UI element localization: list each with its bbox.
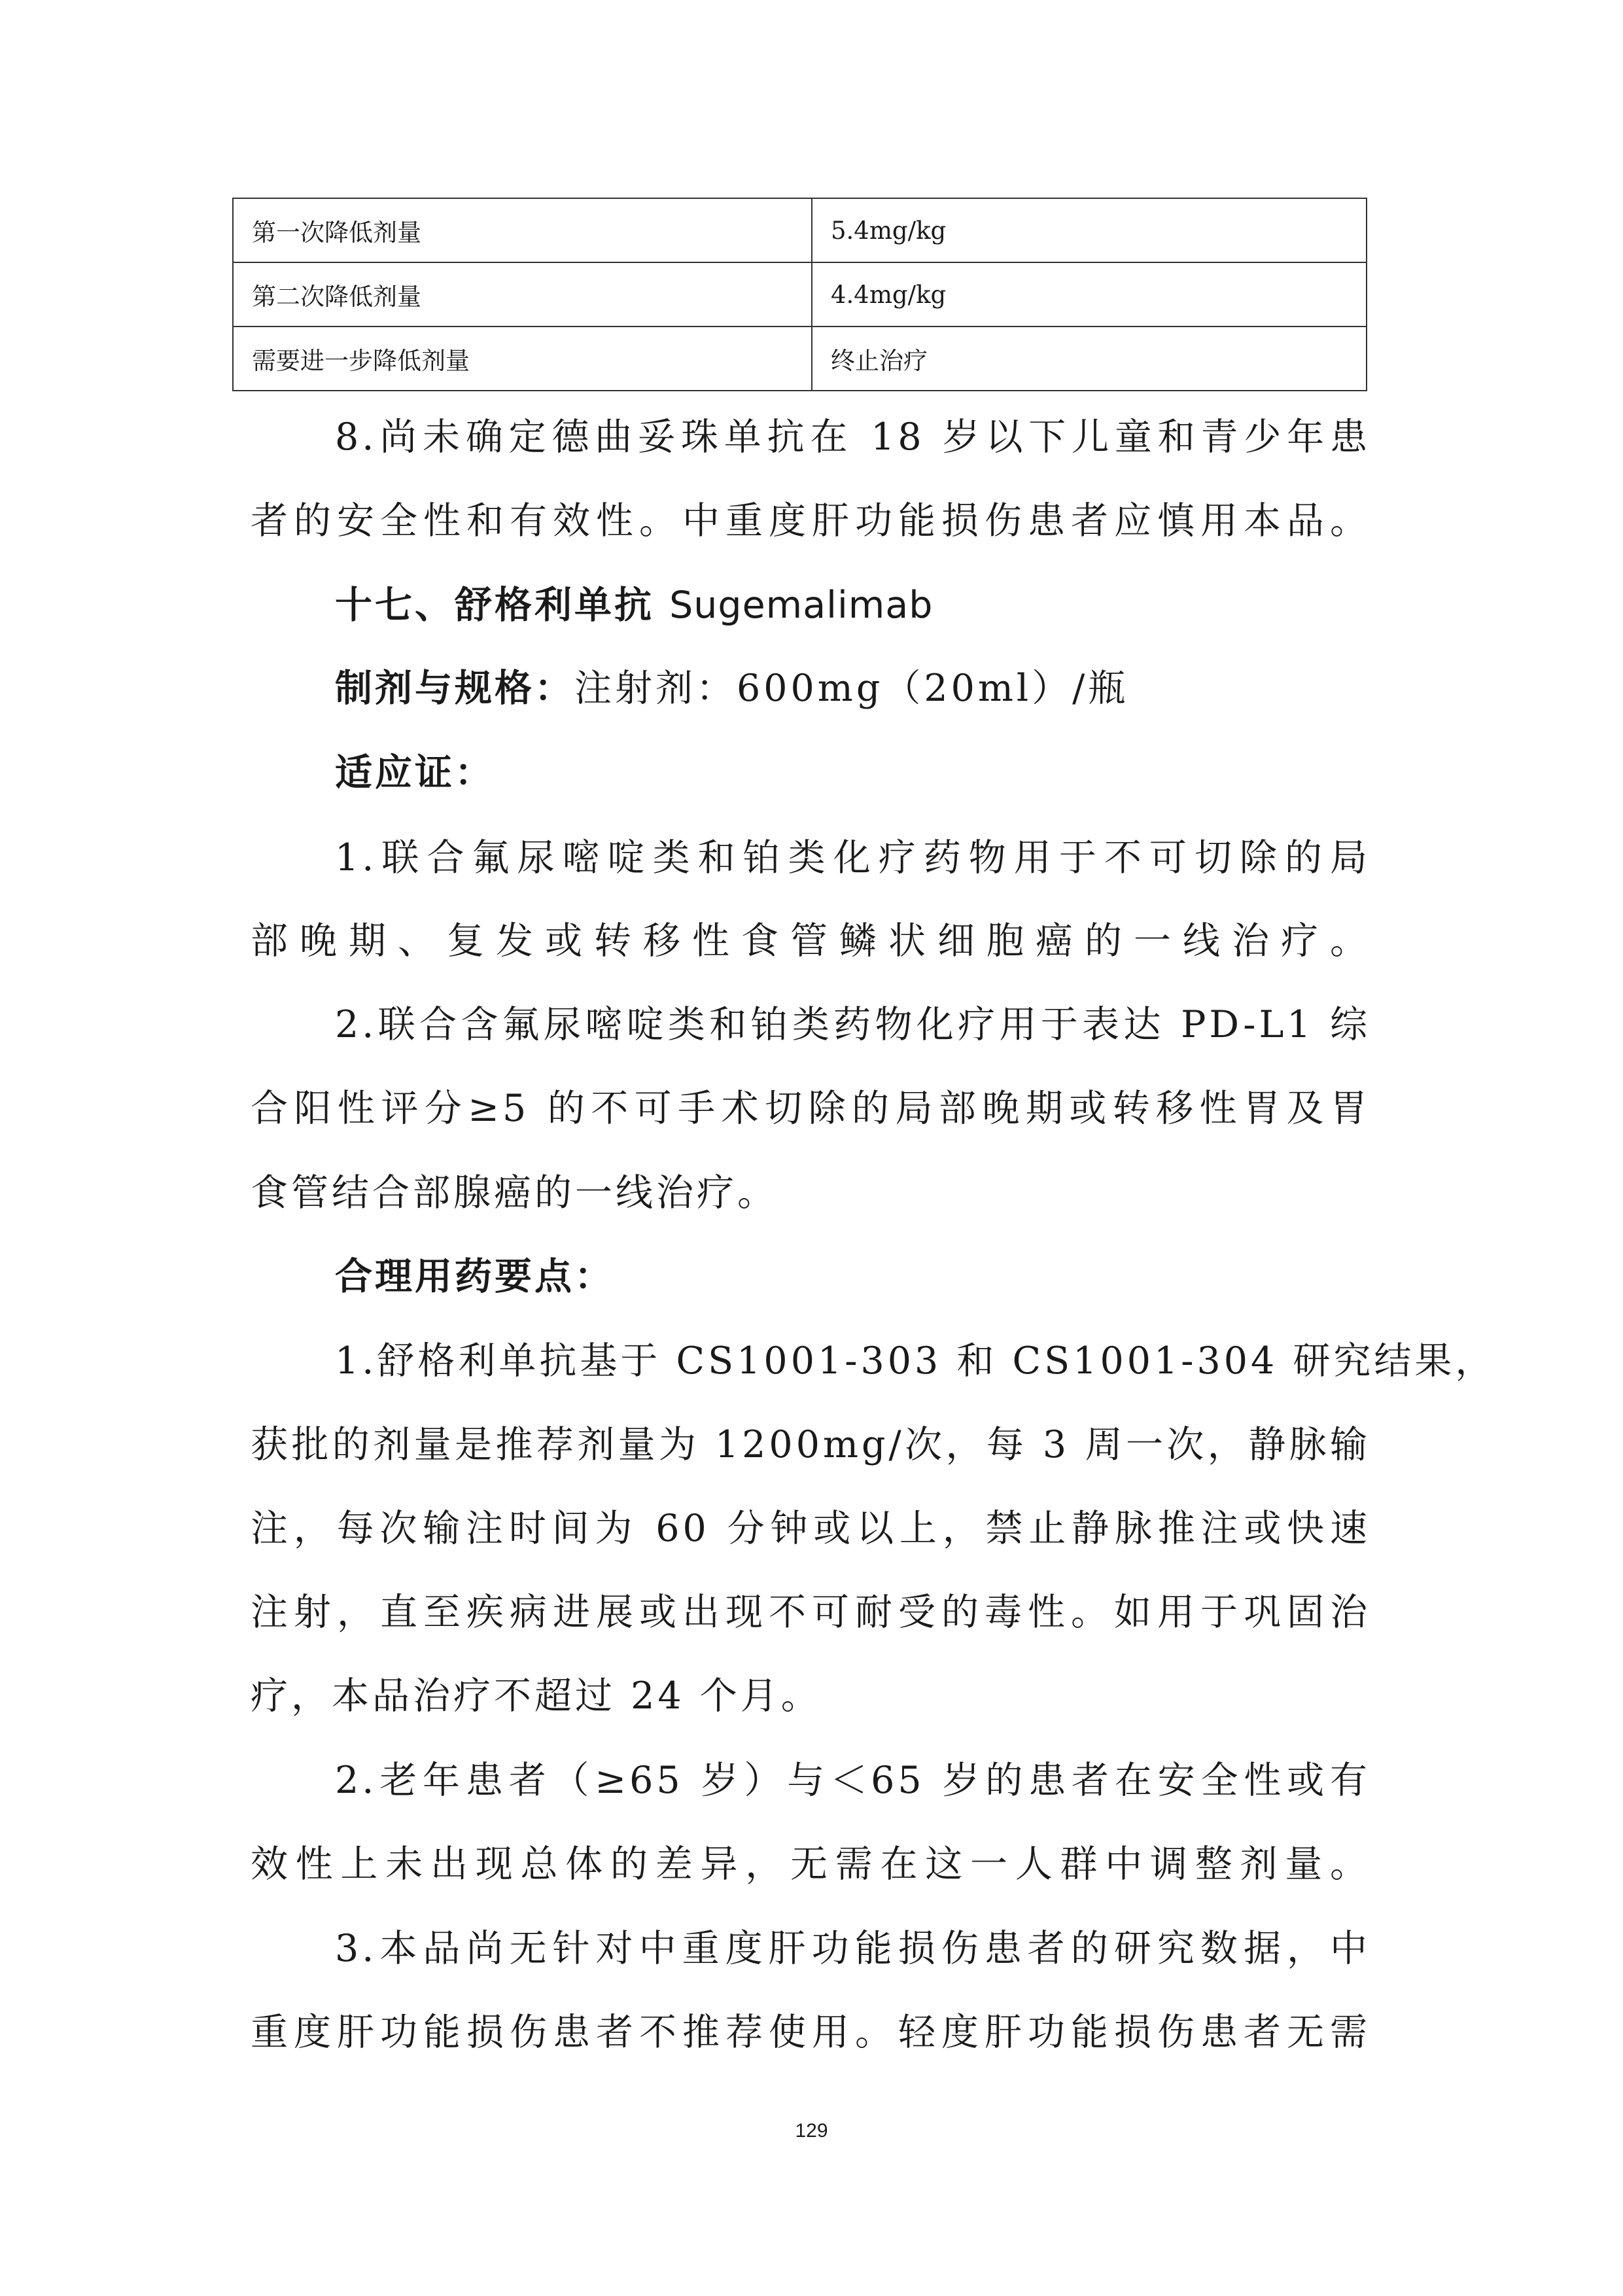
page-number: 129: [795, 2120, 828, 2142]
paragraph-line: 效性上未出现总体的差异，无需在这一人群中调整剂量。: [251, 1843, 1370, 1886]
paragraph-line: 注，每次输注时间为 60 分钟或以上，禁止静脉推注或快速: [251, 1507, 1370, 1550]
usage-heading: 合理用药要点：: [335, 1255, 614, 1298]
spec-label: 制剂与规格：: [335, 667, 574, 710]
paragraph-line: 8.尚未确定德曲妥珠单抗在 18 岁以下儿童和青少年患: [335, 415, 1370, 459]
indications-heading: 适应证：: [335, 751, 495, 794]
paragraph-line: 2.联合含氟尿嘧啶类和铂类药物化疗用于表达 PD-L1 综: [335, 1003, 1370, 1046]
paragraph-line: 疗，本品治疗不超过 24 个月。: [251, 1674, 822, 1718]
table-cell-dose: 4.4mg/kg: [812, 262, 1367, 327]
table-cell-level: 需要进一步降低剂量: [233, 327, 812, 391]
paragraph-line: 注射，直至疾病进展或出现不可耐受的毒性。如用于巩固治: [251, 1591, 1370, 1634]
table-row: [233, 198, 1367, 262]
paragraph-line: 2.老年患者（≥65 岁）与＜65 岁的患者在安全性或有: [335, 1759, 1370, 1802]
table-cell-dose: 终止治疗: [812, 327, 1367, 391]
paragraph-line: 1.舒格利单抗基于 CS1001-303 和 CS1001-304 研究结果，: [335, 1339, 1496, 1383]
dose-reduction-table: [232, 198, 1367, 391]
table-cell-level: 第二次降低剂量: [233, 262, 812, 327]
paragraph-line: 者的安全性和有效性。中重度肝功能损伤患者应慎用本品。: [251, 499, 1370, 542]
paragraph-line: 1.联合氟尿嘧啶类和铂类化疗药物用于不可切除的局: [335, 836, 1370, 879]
paragraph-line: 3.本品尚无针对中重度肝功能损伤患者的研究数据，中: [335, 1927, 1370, 1970]
spec-value: 注射剂：600mg（20ml）/瓶: [574, 667, 1129, 710]
table-row: [233, 262, 1367, 327]
paragraph-line: 重度肝功能损伤患者不推荐使用。轻度肝功能损伤患者无需: [251, 2011, 1370, 2054]
paragraph-line: 获批的剂量是推荐剂量为 1200mg/次，每 3 周一次，静脉输: [251, 1423, 1370, 1466]
spec-line: [335, 667, 1129, 710]
paragraph-line: 部晚期、复发或转移性食管鳞状细胞癌的一线治疗。: [251, 919, 1370, 963]
table-row: [233, 327, 1367, 391]
section-heading-cn: 十七、舒格利单抗: [335, 584, 654, 627]
paragraph-line: 合阳性评分≥5 的不可手术切除的局部晚期或转移性胃及胃: [251, 1087, 1370, 1130]
section-heading-en: Sugemalimab: [669, 584, 934, 627]
table-cell-dose: 5.4mg/kg: [812, 198, 1367, 262]
section-heading: [335, 584, 934, 627]
paragraph-line: 食管结合部腺癌的一线治疗。: [251, 1171, 778, 1214]
table-cell-level: 第一次降低剂量: [233, 198, 812, 262]
